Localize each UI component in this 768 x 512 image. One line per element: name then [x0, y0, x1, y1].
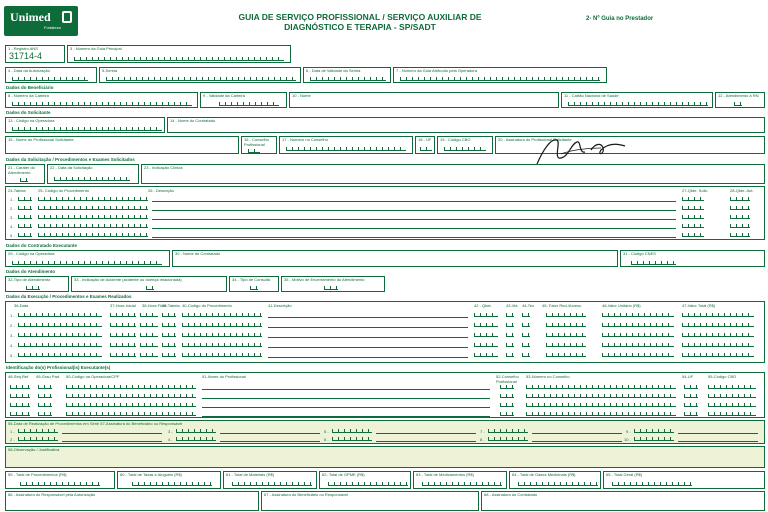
tipo-atendimento-field[interactable]	[5, 276, 69, 292]
total-medicamentos-field[interactable]	[413, 471, 507, 489]
carteira-field[interactable]	[5, 92, 198, 108]
registro-ans-label: 1 - Registro ANS	[8, 46, 38, 51]
nome-beneficiario-field[interactable]	[289, 92, 559, 108]
col-qtde-exec: 42 - Qtde.	[474, 303, 492, 308]
col-codigo: 25- Código do Procedimento	[38, 188, 89, 193]
section-executante: Dados do Contratado Executante	[6, 243, 78, 248]
data-autorizacao-label: 4 - Data da Autorização	[8, 68, 50, 73]
section-beneficiario: Dados do Beneficiário	[6, 85, 54, 90]
guia-operadora-field[interactable]	[393, 67, 607, 83]
assinatura-contratado-field[interactable]	[481, 491, 765, 511]
logo-name: Unimed	[10, 10, 51, 24]
equipe-row[interactable]	[6, 401, 762, 410]
col-cbo-equipe: 55-Código CBO	[708, 374, 737, 379]
col-hora-final: 38-Hora Final	[142, 303, 167, 308]
codigo-operadora-executante-field[interactable]	[5, 250, 170, 267]
cnes-label: 31 - Código CNES	[623, 251, 656, 256]
col-seq-ref: 48-Seq.Ref	[8, 374, 29, 379]
cns-field[interactable]	[561, 92, 713, 108]
solic-row[interactable]: 1 -	[6, 195, 762, 204]
validade-carteira-label: 9 - Validade da Carteira	[203, 93, 245, 98]
col-qtde-solic: 27-Qtde. Solic.	[682, 188, 709, 193]
equipe-row[interactable]	[6, 392, 762, 401]
guia-prestador-label: 2- Nº Guia no Prestador	[586, 16, 654, 22]
cns-label: 11 - Cartão Nacional de Saúde	[564, 93, 619, 98]
serie-date-1[interactable]	[18, 429, 58, 433]
motivo-encerramento-field[interactable]	[281, 276, 385, 292]
col-hora-inicial: 37-Hora Inicial	[110, 303, 136, 308]
nome-contratado-solicitante-label: 14 - Nome do Contratado	[170, 118, 216, 123]
exec-row[interactable]: 5 -	[6, 351, 762, 361]
solic-row[interactable]: 4 -	[6, 222, 762, 231]
data-solicitacao-label: 22 - Data da Solicitação	[50, 165, 93, 170]
nome-contratado-executante-label: 30 - Nome do Contratado	[175, 251, 221, 256]
motivo-encerramento-label: 35 - Motivo de Encerramento do Atendimento	[284, 277, 365, 282]
serie-date-2[interactable]	[18, 437, 58, 441]
total-procedimentos-field[interactable]	[5, 471, 115, 489]
tipo-consulta-field[interactable]	[229, 276, 279, 292]
col-conselho-profissional: 52-Conselho Profissional	[496, 374, 519, 384]
serie-date-4[interactable]	[176, 437, 216, 441]
nome-profissional-solicitante-field[interactable]	[5, 136, 239, 154]
carater-atendimento-field[interactable]	[5, 164, 45, 184]
col-uf-equipe: 54-UF	[682, 374, 694, 379]
tipo-consulta-label: 34 - Tipo de Consulta	[232, 277, 271, 282]
col-descricao-exec: 41-Descrição	[268, 303, 292, 308]
assinatura-beneficiario-label: 67 - Assinatura do Beneficiário ou Responsável	[264, 492, 349, 497]
cbo-label: 19 - Código CBO	[440, 137, 471, 142]
col-tabela-exec: 39-Tabela	[162, 303, 180, 308]
title-line-1: GUIA DE SERVIÇO PROFISSIONAL / SERVIÇO AUXILIAR DE	[238, 12, 482, 22]
col-tabela: 24-Tabela	[8, 188, 26, 193]
numero-conselho-label: 17 - Número no Conselho	[282, 137, 328, 142]
col-numero-conselho: 53-Número no Conselho	[526, 374, 570, 379]
nome-contratado-executante-field[interactable]	[172, 250, 618, 267]
procedimentos-solicitados-table	[5, 186, 765, 240]
total-materiais-label: 61 - Total de Materiais (R$)	[226, 472, 275, 477]
serie-date-10[interactable]	[634, 437, 674, 441]
guia-principal-label: 3 - Número da Guia Principal	[70, 46, 122, 51]
carteira-label: 8 - Número da Carteira	[8, 93, 49, 98]
data-autorizacao-field[interactable]	[5, 67, 97, 83]
assinatura-autorizacao-field[interactable]	[5, 491, 259, 511]
total-geral-label: 65 - Total Geral (R$)	[606, 472, 643, 477]
serie-date-9[interactable]	[634, 429, 674, 433]
assinatura-solicitante-label: 20 - Assinatura do Profissional Solicitante	[498, 137, 572, 142]
col-fator: 45- Fator Red./Acresc.	[542, 303, 583, 308]
col-qtde-aut: 28-Qtde. Aut.	[730, 188, 754, 193]
indicacao-clinica-label: 23 - Indicação Clínica	[144, 165, 183, 170]
serie-date-6[interactable]	[332, 437, 372, 441]
section-execucao: Dados da Execução / Procedimentos e Exames Realizados	[6, 294, 132, 299]
total-taxas-label: 60 - Total de Taxas e Aluguéis (R$)	[120, 472, 182, 477]
observacao-field[interactable]	[5, 446, 765, 468]
col-data: 36-Data	[14, 303, 29, 308]
solic-row[interactable]: 5 -	[6, 231, 762, 240]
procedimentos-serie-label: 56-Data de Realização de Procedimentos em Série 57-Assinatura do Beneficiário ou Responsável	[8, 421, 183, 426]
section-solicitacao: Dados da Solicitação / Procedimentos e Exames Solicitados	[6, 157, 135, 162]
title-line-2: DIAGNÓSTICO E TERAPIA - SP/SADT	[284, 22, 436, 32]
total-opme-label: 62- Total de OPME (R$)	[322, 472, 365, 477]
codigo-operadora-solicitante-label: 13 - Código na Operadora	[8, 118, 55, 123]
guia-operadora-label: 7 - Número da Guia Atribuído pela Operadora	[396, 68, 477, 73]
nome-profissional-solicitante-label: 15 - Nome do Profissional Solicitante	[8, 137, 74, 142]
indicacao-clinica-field[interactable]	[141, 164, 765, 184]
total-procedimentos-label: 59 - Total de Procedimentos (R$)	[8, 472, 67, 477]
atendimento-rn-label: 12 - Atendimento a RN	[718, 93, 759, 98]
equipe-row[interactable]	[6, 410, 762, 419]
solic-row[interactable]: 2 -	[6, 204, 762, 213]
procedimentos-realizados-table	[5, 301, 765, 363]
procedimentos-serie-box: 56-Data de Realização de Procedimentos em Série 57-Assinatura do Beneficiário ou Responsável 1 - 3 - 5 - 7 - 9 - 2 - 4 - 6 - 8 - 10 -	[5, 420, 765, 444]
validade-senha-field[interactable]	[303, 67, 391, 83]
profissionais-executantes-table	[5, 372, 765, 418]
section-atendimento: Dados do Atendimento	[6, 269, 56, 274]
conselho-profissional-field[interactable]	[241, 136, 277, 154]
exec-row[interactable]: 4 -	[6, 341, 762, 351]
assinatura-beneficiario-field[interactable]	[261, 491, 479, 511]
col-codigo-exec: 40-Código do Procedimento	[182, 303, 232, 308]
indicacao-acidente-field[interactable]	[71, 276, 227, 292]
col-tec: 44-Tec.	[522, 303, 536, 308]
exec-row[interactable]: 3 -	[6, 331, 762, 341]
logo-sub: Fortaleza	[44, 25, 61, 30]
indicacao-acidente-label: 33 - Indicação de Acidente (acidente ou doença relacionada)	[74, 277, 182, 282]
uf-field[interactable]	[415, 136, 435, 154]
serie-date-7[interactable]	[488, 429, 528, 433]
nome-beneficiario-label: 10 - Nome	[292, 93, 311, 98]
col-valor-unitario: 46-Valor Unitário (R$)	[602, 303, 641, 308]
total-materiais-field[interactable]	[223, 471, 317, 489]
col-codigo-cpf: 50-Código na Operadora/CPF	[66, 374, 120, 379]
codigo-operadora-executante-label: 29 - Código na Operadora	[8, 251, 55, 256]
conselho-profissional-label: 16 - Conselho Profissional	[244, 137, 269, 147]
col-descricao: 26 - Descrição	[148, 188, 174, 193]
registro-ans-value: 31714-4	[9, 51, 43, 61]
col-nome-profissional: 51-Nome do Profissional	[202, 374, 246, 379]
form-title	[200, 12, 520, 32]
total-taxas-field[interactable]	[117, 471, 221, 489]
exec-row[interactable]: 2 -	[6, 321, 762, 331]
serie-date-5[interactable]	[332, 429, 372, 433]
section-equipe: Identificação do(s) Profissional(is) Executante(s)	[6, 365, 111, 370]
total-opme-field[interactable]	[319, 471, 411, 489]
assinatura-autorizacao-label: 66 - Assinatura do Responsável pela Autorização	[8, 492, 96, 497]
numero-conselho-field[interactable]	[279, 136, 413, 154]
senha-field[interactable]	[99, 67, 301, 83]
total-gases-field[interactable]	[509, 471, 601, 489]
exec-row[interactable]: 1 -	[6, 311, 762, 321]
tipo-atendimento-label: 32-Tipo de Atendimento	[8, 277, 51, 282]
nome-contratado-solicitante-field[interactable]	[167, 117, 765, 133]
total-geral-field[interactable]	[603, 471, 765, 489]
atendimento-rn-field[interactable]	[715, 92, 765, 108]
data-solicitacao-field[interactable]	[47, 164, 139, 184]
carater-atendimento-label: 21 - Caráter do Atendimento	[8, 165, 35, 175]
serie-date-3[interactable]	[176, 429, 216, 433]
total-gases-label: 64 - Total de Gases Medicinais (R$)	[512, 472, 576, 477]
solic-row[interactable]: 3 -	[6, 213, 762, 222]
uf-label: 18 - UF	[418, 137, 432, 142]
col-grau-part: 49-Grau Part.	[36, 374, 61, 379]
observacao-label: 58-Observação / Justificativa	[8, 447, 60, 452]
unimed-logo	[4, 6, 78, 36]
senha-label: 5-Senha	[102, 68, 118, 73]
validade-carteira-field[interactable]	[200, 92, 287, 108]
validade-senha-label: 6 - Data de Validade da Senha	[306, 68, 361, 73]
unimed-tree-icon	[62, 11, 72, 23]
section-solicitante: Dados do Solicitante	[6, 110, 51, 115]
equipe-row[interactable]	[6, 383, 762, 392]
col-via: 43-Via	[506, 303, 518, 308]
cbo-field[interactable]	[437, 136, 493, 154]
codigo-operadora-solicitante-field[interactable]	[5, 117, 165, 133]
total-medicamentos-label: 63 - Total de Medicamentos (R$)	[416, 472, 474, 477]
col-valor-total: 47-Valor Total (R$)	[682, 303, 716, 308]
serie-date-8[interactable]	[488, 437, 528, 441]
assinatura-contratado-label: 68 - Assinatura do Contratado	[484, 492, 538, 497]
guia-principal-field[interactable]	[67, 45, 291, 63]
cnes-field[interactable]	[620, 250, 765, 267]
